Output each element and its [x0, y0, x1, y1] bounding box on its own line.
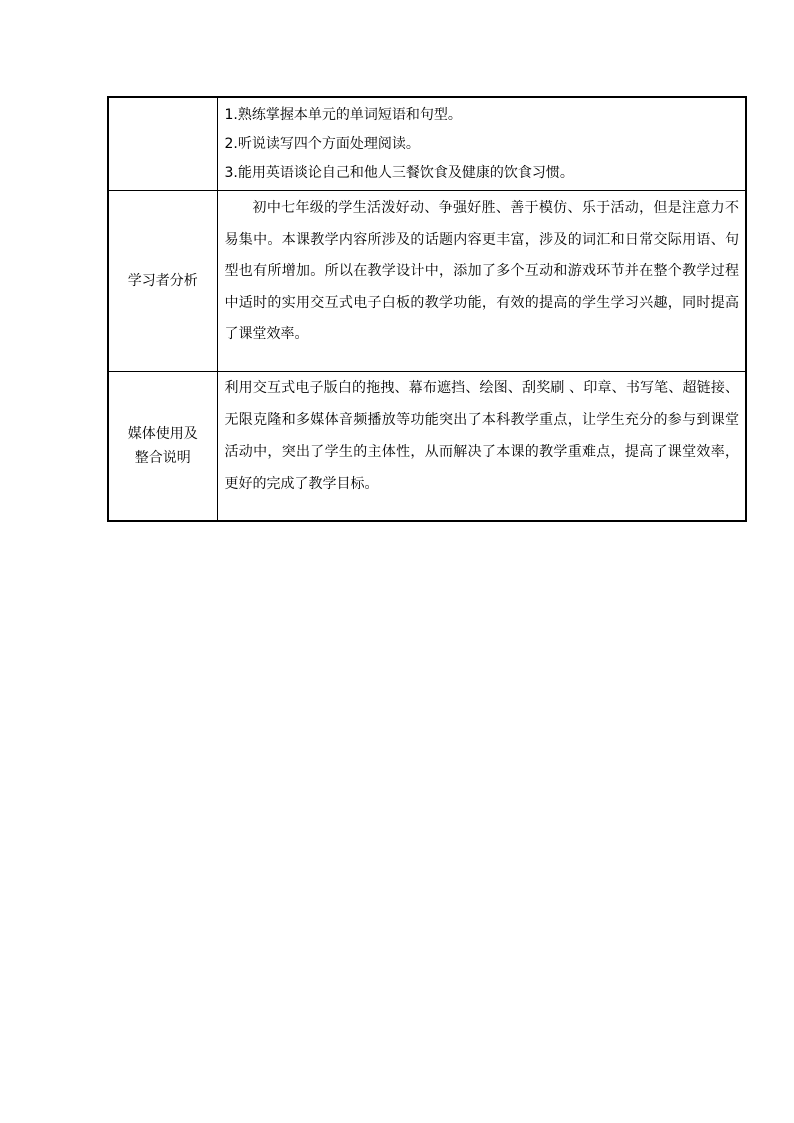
- lesson-plan-table: [107, 96, 747, 522]
- goal-item-2: 2.听说读写四个方面处理阅读。: [224, 136, 420, 152]
- media-usage-row: [108, 372, 746, 522]
- media-usage-content-cell: [217, 372, 746, 522]
- goals-content-cell: [217, 97, 746, 191]
- media-usage-label-line2: 整合说明: [134, 450, 191, 466]
- media-usage-label: [108, 372, 217, 522]
- media-usage-text: 利用交互式电子版白的拖拽、幕布遮挡、绘图、刮奖刷 、印章、书写笔、超链接、无限克隆和多媒体音频播放等功能突出了本科教学重点，让学生充分的参与到课堂活动中，突出了学生的主体性，从而解决了本课的教学重难点，提高了课堂效率，更好的完成了教学目标。: [224, 380, 739, 492]
- goals-label-cell: [108, 97, 217, 191]
- goals-row: [108, 97, 746, 191]
- media-usage-label-line1: 媒体使用及: [127, 426, 198, 442]
- learner-analysis-row: [108, 191, 746, 372]
- goal-item-3: 3.能用英语谈论自己和他人三餐饮食及健康的饮食习惯。: [224, 165, 574, 181]
- learner-analysis-text: 初中七年级的学生活泼好动、争强好胜、善于模仿、乐于活动，但是注意力不易集中。本课教学内容所涉及的话题内容更丰富，涉及的词汇和日常交际用语、句型也有所增加。所以在教学设计中，添加了多个互动和游戏环节并在整个教学过程中适时的实用交互式电子白板的教学功能，有效的提高的学生学习兴趣，同时提高了课堂效率。: [224, 200, 739, 342]
- goal-item-1: 1.熟练掌握本单元的单词短语和句型。: [224, 107, 462, 123]
- learner-analysis-label: 学习者分析: [108, 191, 217, 372]
- learner-analysis-content-cell: [217, 191, 746, 372]
- goals-list: [225, 98, 740, 189]
